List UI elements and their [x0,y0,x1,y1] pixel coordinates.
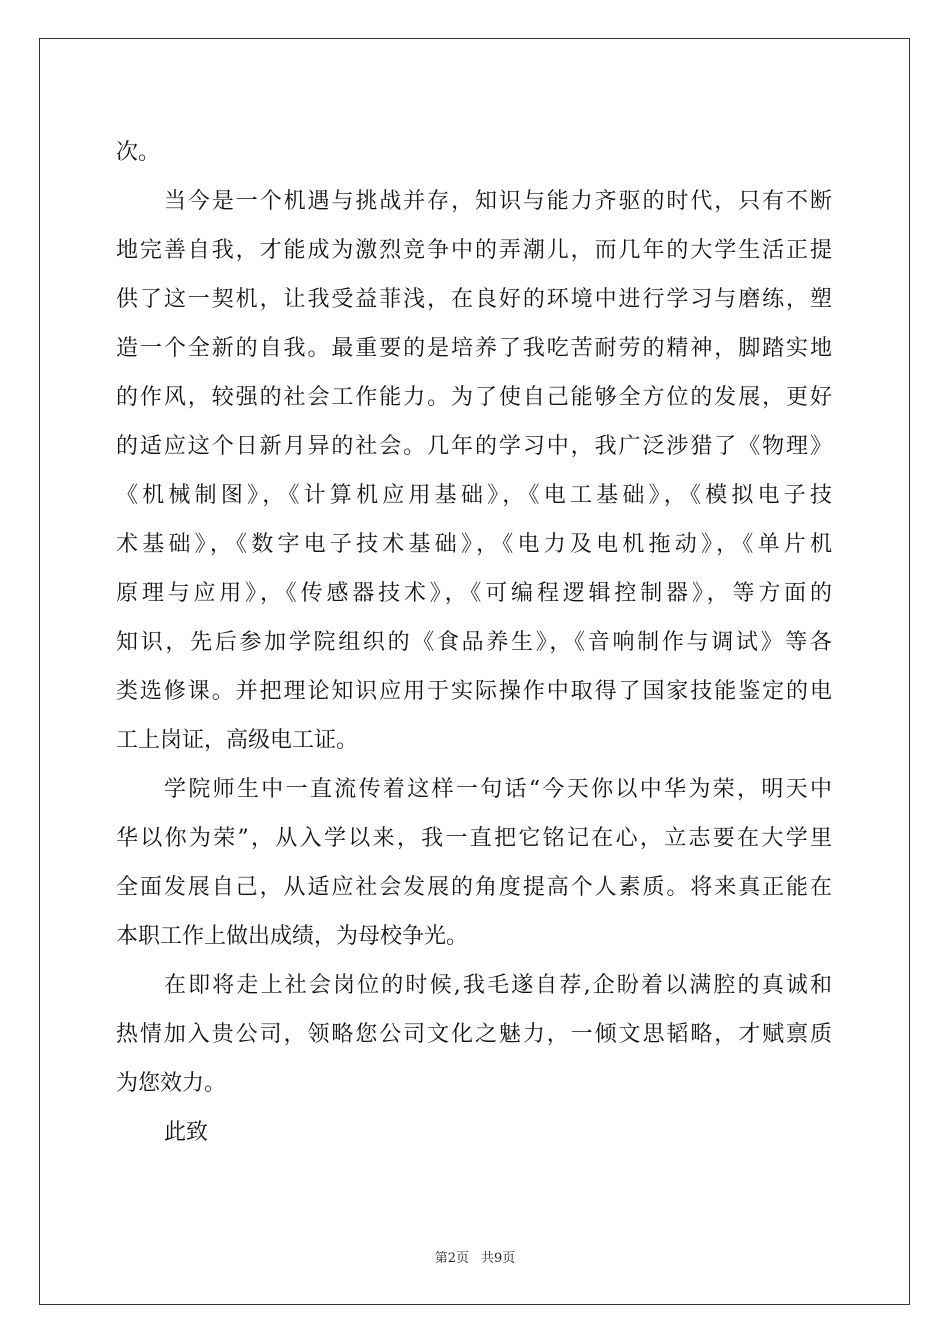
text-line: 原理与应用》，《传感器技术》，《可编程逻辑控制器》，等方面的 [116,581,832,606]
text-line: 工上岗证，高级电工证。 [116,728,359,753]
text-line: 次。 [116,140,161,165]
text-line: 类选修课。并把理论知识应用于实际操作中取得了国家技能鉴定的电 [116,679,832,704]
page-footer [0,1247,950,1266]
text-line: 学院师生中一直流传着这样一句话“今天你以中华为荣，明天中 [164,777,832,802]
text-line: 热情加入贵公司，领略您公司文化之魅力，一倾文思韬略，才赋禀质 [116,1022,832,1047]
text-line: 全面发展自己，从适应社会发展的角度提高个人素质。将来真正能在 [116,875,832,900]
page-number: 第2页 [434,1251,469,1266]
text-line: 地完善自我，才能成为激烈竞争中的弄潮儿，而几年的大学生活正提 [116,238,832,263]
text-line: 的适应这个日新月异的社会。几年的学习中，我广泛涉猎了《物理》 [116,434,832,459]
text-line: 华以你为荣”，从入学以来，我一直把它铭记在心，立志要在大学里 [116,826,832,851]
text-line: 术基础》，《数字电子技术基础》，《电力及电机拖动》，《单片机 [116,532,832,557]
text-line: 的作风，较强的社会工作能力。为了使自己能够全方位的发展，更好 [116,385,832,410]
text-line: 造一个全新的自我。最重要的是培养了我吃苦耐劳的精神，脚踏实地 [116,336,832,361]
text-line: 《机械制图》，《计算机应用基础》，《电工基础》，《模拟电子技 [116,483,832,508]
text-line: 为您效力。 [116,1071,227,1096]
letter-body [116,128,832,1157]
page-total: 共9页 [481,1251,516,1266]
closing-salutation: 此致 [164,1120,209,1145]
text-line: 知识，先后参加学院组织的《食品养生》，《音响制作与调试》等各 [116,630,832,655]
text-line: 本职工作上做出成绩，为母校争光。 [116,924,469,949]
text-line: 当今是一个机遇与挑战并存，知识与能力齐驱的时代，只有不断 [164,189,832,214]
text-line: 在即将走上社会岗位的时候,我毛遂自荐,企盼着以满腔的真诚和 [164,973,832,998]
text-line: 供了这一契机，让我受益菲浅，在良好的环境中进行学习与磨练，塑 [116,287,832,312]
